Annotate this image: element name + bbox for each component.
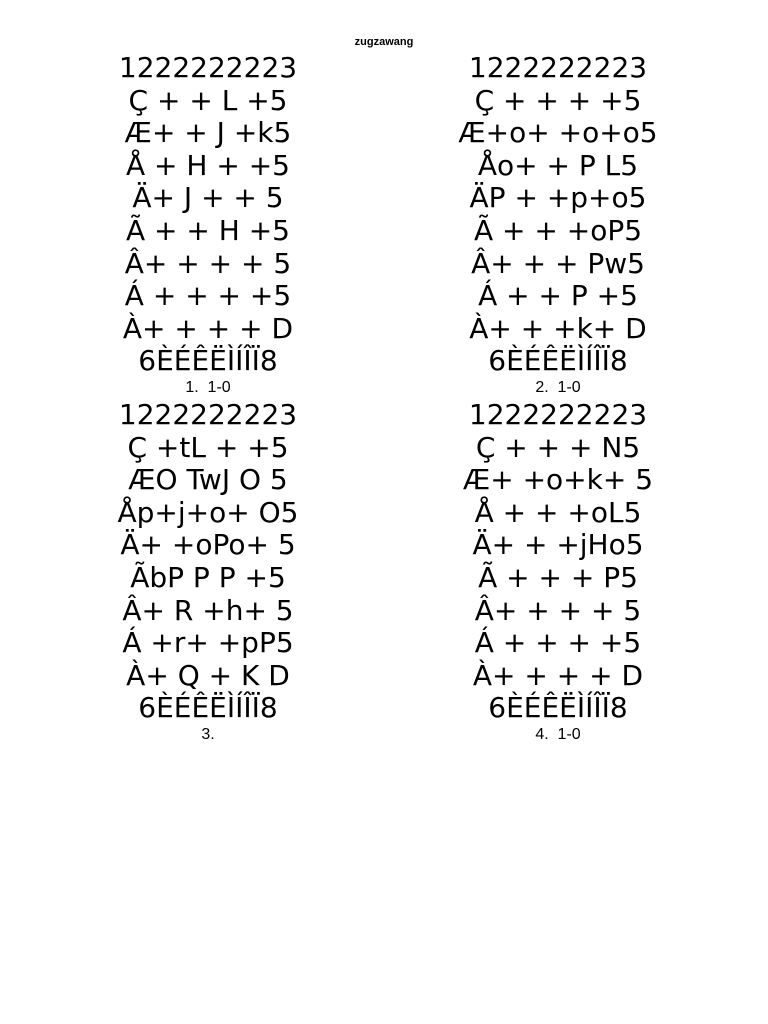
board-rank-5: ÄP + +p+o5 (469, 181, 647, 215)
puzzle-caption: 2. 1-0 (535, 378, 581, 396)
board-rank-2: Á + + + +5 (124, 279, 292, 313)
board-rank-1: À+ + + + D (122, 311, 294, 345)
board-rank-6: Å + H + +5 (125, 148, 290, 182)
board-rank-2: Á +r+ +pP5 (122, 626, 294, 660)
board-rank-3: Â+ + + + 5 (474, 593, 642, 627)
puzzle-4 (398, 399, 718, 745)
board-bottom-border: 6ÈÉÊËÌÍÎÏ8 (138, 344, 278, 378)
chess-diagram (398, 52, 718, 378)
board-rank-7: Æ+o+ +o+o5 (458, 116, 658, 150)
board-rank-5: Ä+ J + + 5 (132, 181, 284, 215)
board-top-border: 1222222223 (118, 398, 298, 431)
board-rank-6: Å + + +oL5 (474, 495, 642, 529)
board-rank-3: Â+ + + Pw5 (471, 246, 645, 280)
board-rank-3: Â+ + + + 5 (124, 246, 292, 280)
board-bottom-border: 6ÈÉÊËÌÍÎÏ8 (488, 344, 628, 378)
board-rank-4: Ã + + +oP5 (473, 213, 643, 247)
board-rank-1: À+ + +k+ D (469, 311, 647, 345)
board-rank-8: Ç + + + N5 (475, 430, 641, 464)
document-title: zugzawang (354, 36, 414, 48)
chess-diagram (48, 399, 368, 725)
board-rank-2: Á + + + +5 (474, 626, 642, 660)
board-top-border: 1222222223 (118, 51, 298, 84)
board-rank-1: À+ + + + D (472, 658, 644, 692)
board-rank-7: Æ+ + J +k5 (124, 116, 292, 150)
board-top-border: 1222222223 (468, 51, 648, 84)
board-rank-5: Ä+ + +jHo5 (472, 528, 644, 562)
puzzle-2 (398, 52, 718, 398)
chess-diagram (48, 52, 368, 378)
board-rank-2: Á + + P +5 (478, 279, 638, 313)
board-rank-4: Ã + + H +5 (125, 213, 290, 247)
chess-diagram (398, 399, 718, 725)
board-rank-3: Â+ R +h+ 5 (122, 593, 294, 627)
board-rank-8: Ç + + + +5 (474, 83, 642, 117)
board-rank-6: Åo+ + P L5 (477, 148, 639, 182)
board-rank-4: Ã + + + P5 (478, 560, 638, 594)
puzzle-3 (48, 399, 368, 745)
puzzle-caption: 1. 1-0 (185, 378, 231, 396)
board-rank-7: Æ+ +o+k+ 5 (462, 463, 654, 497)
board-rank-8: Ç + + L +5 (128, 83, 288, 117)
board-bottom-border: 6ÈÉÊËÌÍÎÏ8 (138, 691, 278, 725)
board-rank-5: Ä+ +oPo+ 5 (120, 528, 296, 562)
board-rank-6: Åp+j+o+ O5 (117, 495, 299, 529)
board-top-border: 1222222223 (468, 398, 648, 431)
board-rank-4: ÃbP P P +5 (130, 560, 286, 594)
board-rank-1: À+ Q + K D (126, 658, 290, 692)
board-bottom-border: 6ÈÉÊËÌÍÎÏ8 (488, 691, 628, 725)
puzzle-1 (48, 52, 368, 398)
puzzle-caption: 3. (201, 725, 215, 743)
puzzle-caption: 4. 1-0 (535, 725, 581, 743)
board-rank-8: Ç +tL + +5 (127, 430, 289, 464)
board-rank-7: ÆO TwJ O 5 (128, 463, 288, 497)
